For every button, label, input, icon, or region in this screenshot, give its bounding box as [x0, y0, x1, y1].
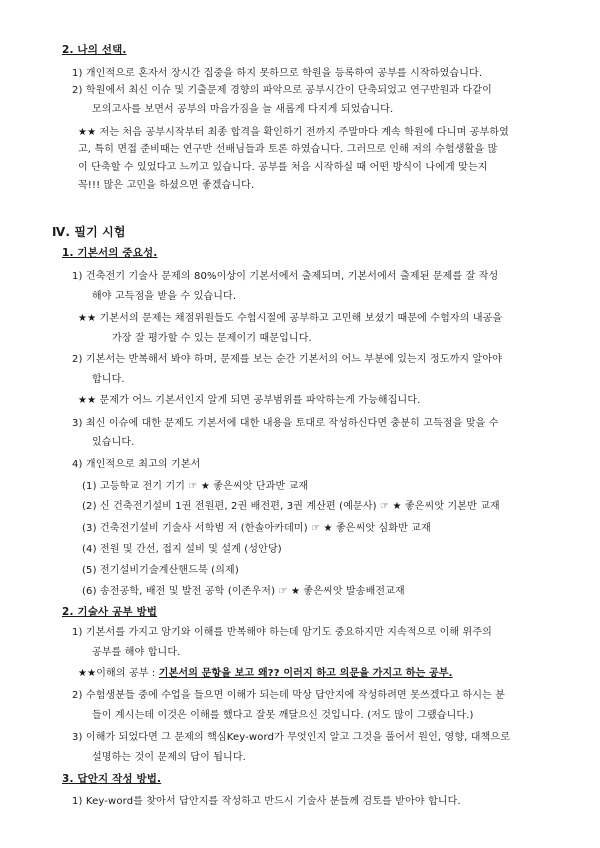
- note-line: 고, 특히 면접 준비때는 연구반 선배님들과 토론 하였습니다. 그러므로 인해 저의 수험생활을 많: [78, 144, 498, 155]
- book-list-item: (5) 전기설비기술계산핸드북 (의제): [82, 565, 239, 576]
- note-line: ★★ 기본서의 문제는 채점위원들도 수험시절에 공부하고 고민해 보셨기 때문에 수험자의 내공을: [78, 313, 503, 324]
- paragraph-line: 2) 기본서는 반복해서 봐야 하며, 문제를 보는 순간 기본서의 어느 부분에 있는지 정도까지 알아야: [72, 354, 502, 365]
- note-emphasis: 기본서의 문항을 보고 왜?? 이러지 하고 의문을 가지고 하는 공부.: [158, 668, 453, 679]
- note-line: 꼭!!! 많은 고민을 하셨으면 좋겠습니다.: [78, 180, 255, 191]
- note-line: [78, 669, 453, 679]
- paragraph-line: 4) 개인적으로 최고의 기본서: [72, 459, 201, 470]
- note-line: ★★ 저는 처음 공부시작부터 최종 합격을 확인하기 전까지 주말마다 계속 학원에 다니며 공부하였: [78, 127, 509, 138]
- paragraph-line: 1) 건축전기 기술사 문제의 80%이상이 기본서에서 출제되며, 기본서에서 출제된 문제를 잘 작성: [72, 271, 499, 282]
- paragraph-line: 2) 수험생분들 중에 수업을 들으면 이해가 되는데 막상 답안지에 작성하려면 못쓰겠다고 하시는 분: [72, 690, 506, 701]
- section-heading-study-method: 2. 기술사 공부 방법: [62, 606, 158, 618]
- paragraph-line: 1) Key-word를 찾아서 답안지를 작성하고 반드시 기술사 분들께 검토를 받아야 합니다.: [72, 796, 461, 807]
- paragraph-line: 1) 기본서를 가지고 암기와 이해를 반복해야 하는데 암기도 중요하지만 지속적으로 이해 위주의: [72, 627, 492, 638]
- book-list-item: (1) 고등학교 전기 기기 ☞ ★ 좋은씨앗 단과반 교재: [82, 481, 309, 492]
- paragraph-line: 합니다.: [92, 374, 125, 385]
- note-line: 이 단축할 수 있었다고 느끼고 있습니다. 공부를 처음 시작하실 때 어떤 방식이 나에게 맞는지: [78, 162, 488, 173]
- note-line: 가장 잘 평가할 수 있는 문제이기 때문입니다.: [112, 333, 312, 344]
- paragraph-line: 해야 고득점을 받을 수 있습니다.: [92, 291, 237, 302]
- book-list-item: (3) 건축전기설비 기술사 서학범 저 (한솔아카데미) ☞ ★ 좋은씨앗 심화반 교재: [82, 523, 431, 534]
- paragraph-line: 3) 이해가 되었다면 그 문제의 핵심Key-word가 무엇인지 알고 그것을 풀어서 원인, 영향, 대책으로: [72, 732, 511, 743]
- book-list-item: (6) 송전공학, 배전 및 발전 공학 (이존우저) ☞ ★ 좋은씨앗 발송배전교재: [82, 586, 405, 597]
- paragraph-line: 3) 최신 이슈에 대한 문제도 기본서에 대한 내용을 토대로 작성하신다면 충분히 고득점을 맞을 수: [72, 418, 499, 429]
- paragraph-line: 있습니다.: [92, 437, 135, 448]
- paragraph-line: 모의고사를 보면서 공부의 마음가짐을 늘 새롭게 다지게 되었습니다.: [92, 104, 394, 115]
- paragraph-line: 1) 개인적으로 혼자서 장시간 집중을 하지 못하므로 학원을 등록하여 공부를 시작하였습니다.: [72, 68, 483, 79]
- paragraph-line: 들이 계시는데 이것은 이해를 했다고 잘못 깨달으신 것입니다. (저도 많이 그랬습니다.): [92, 710, 474, 721]
- paragraph-line: 공부를 해야 합니다.: [92, 647, 181, 658]
- note-prefix: ★★이해의 공부 :: [78, 668, 159, 679]
- note-line: ★★ 문제가 어느 기본서인지 알게 되면 공부범위를 파악하는게 가능해집니다.: [78, 395, 421, 406]
- book-list-item: (2) 신 건축전기설비 1권 전원편, 2권 배전편, 3권 계산편 (예문사) ☞ ★ 좋은씨앗 기본반 교재: [82, 501, 500, 512]
- paragraph-line: 설명하는 것이 문제의 답이 됩니다.: [92, 752, 246, 763]
- paragraph-line: 2) 학원에서 최신 이슈 및 기출문제 경향의 파악으로 공부시간이 단축되었고 연구반원과 다같이: [72, 85, 492, 96]
- section-heading-answer-writing: 3. 답안지 작성 방법.: [62, 773, 162, 785]
- section-heading-basic-books: 1. 기본서의 중요성.: [62, 247, 158, 259]
- chapter-heading-written-exam: Ⅳ. 필기 시험: [52, 225, 126, 239]
- book-list-item: (4) 전원 및 간선, 접지 설비 및 설계 (성안당): [82, 544, 282, 555]
- section-heading-my-choice: 2. 나의 선택.: [62, 44, 127, 56]
